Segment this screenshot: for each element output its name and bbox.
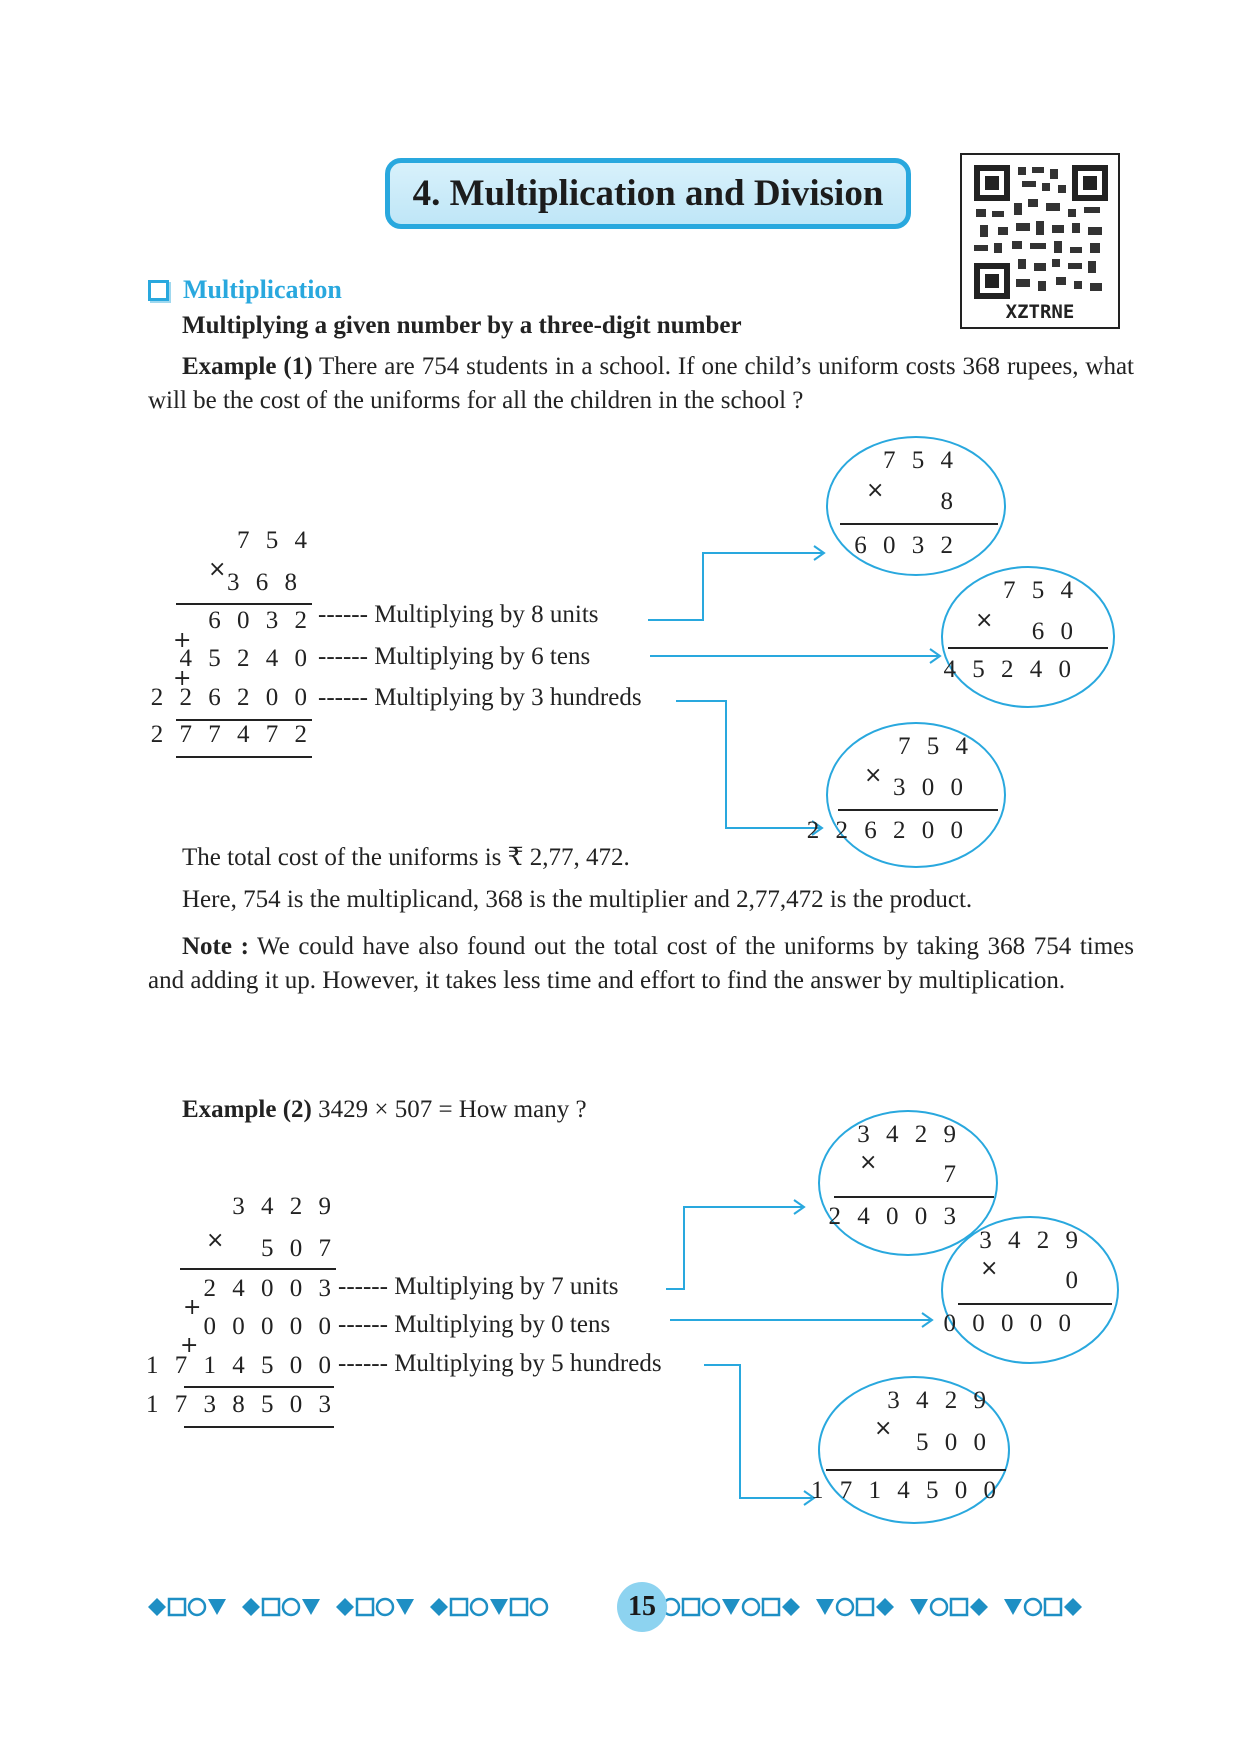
ex1-bubble1-result: 6 0 3 2 xyxy=(854,532,958,559)
ex2-bubble3-line xyxy=(826,1469,1006,1471)
ex1-partial-2: 4 5 2 4 0 xyxy=(179,645,312,672)
ex1-bubble1-line xyxy=(840,523,998,525)
ex2-multiplier: 5 0 7 xyxy=(261,1235,336,1262)
ex1-label-hundreds: ------ Multiplying by 3 hundreds xyxy=(318,684,642,711)
ex1-bubble2-line xyxy=(948,647,1108,649)
ex2-label-hundreds: ------ Multiplying by 5 hundreds xyxy=(338,1350,662,1377)
example2-text: 3429 × 507 = How many ? xyxy=(311,1096,587,1123)
ex1-bubble1-sign: × xyxy=(866,478,885,503)
example1-text: There are 754 students in a school. If one child’s uniform costs 368 rupees, what will be the cost of the uniforms for all the children in the school ? xyxy=(148,353,1134,414)
note-text: We could have also found out the total cost of the uniforms by taking 368 754 times and adding it up. However, it takes less time and effort to find the answer by multiplication. xyxy=(148,933,1134,994)
ex2-product: 1 7 3 8 5 0 3 xyxy=(146,1391,336,1418)
ex2-bubble3-mult: 5 0 0 xyxy=(916,1429,991,1456)
example2-label: Example (2) xyxy=(182,1096,312,1123)
ex2-bubble1-sign: × xyxy=(859,1150,878,1175)
ex1-bubble3-mult: 3 0 0 xyxy=(893,774,968,801)
ex1-bubble3-line xyxy=(838,809,998,811)
note-paragraph xyxy=(148,930,1134,998)
ex2-bubble1-result: 2 4 0 0 3 xyxy=(828,1203,961,1230)
ex2-bubble3-top: 3 4 2 9 xyxy=(887,1387,991,1414)
ex2-bubble3-sign: × xyxy=(874,1416,893,1441)
ex2-line-2 xyxy=(184,1386,334,1388)
ex1-label-units: ------ Multiplying by 8 units xyxy=(318,601,599,628)
ex2-line-3 xyxy=(184,1426,334,1428)
ex1-plus-1: + xyxy=(173,628,192,653)
ex1-bubble3-top: 7 5 4 xyxy=(898,733,973,760)
ex1-partial-1: 6 0 3 2 xyxy=(208,607,312,634)
example1-label: Example (1) xyxy=(182,353,313,380)
ex1-multiply-sign: × xyxy=(208,557,227,582)
subheading: Multiplying a given number by a three-digit number xyxy=(182,312,742,339)
ex2-partial-2: 0 0 0 0 0 xyxy=(203,1313,336,1340)
ex1-bubble3-sign: × xyxy=(864,763,883,788)
ex1-bubble2-top: 7 5 4 xyxy=(1003,577,1078,604)
total-cost-line: The total cost of the uniforms is ₹ 2,77, 472. xyxy=(182,844,630,871)
ex1-bubble2-result: 4 5 2 4 0 xyxy=(943,656,1076,683)
ex2-multiply-sign: × xyxy=(206,1228,225,1253)
ex1-plus-2: + xyxy=(173,666,192,691)
ex1-bubble1-mult: 8 xyxy=(940,488,958,515)
ex2-partial-3: 1 7 1 4 5 0 0 xyxy=(146,1352,336,1379)
chapter-title: 4. Multiplication and Division xyxy=(385,158,911,229)
ex2-bubble1-line xyxy=(834,1196,994,1198)
ex2-multiplicand: 3 4 2 9 xyxy=(232,1193,336,1220)
ex1-bubble3-result: 2 2 6 2 0 0 xyxy=(806,817,968,844)
ex2-partial-1: 2 4 0 0 3 xyxy=(203,1275,336,1302)
explanation-line: Here, 754 is the multiplicand, 368 is the multiplier and 2,77,472 is the product. xyxy=(182,886,973,913)
ex1-bubble2-sign: × xyxy=(975,608,994,633)
note-label: Note : xyxy=(182,933,249,960)
ex2-label-units: ------ Multiplying by 7 units xyxy=(338,1273,619,1300)
ex1-label-tens: ------ Multiplying by 6 tens xyxy=(318,643,591,670)
ex2-bubble2-mult: 0 xyxy=(1065,1267,1083,1294)
page-number: 15 xyxy=(617,1582,667,1632)
ex2-bubble3-result: 1 7 1 4 5 0 0 xyxy=(811,1477,1001,1504)
ex2-label-tens: ------ Multiplying by 0 tens xyxy=(338,1311,611,1338)
ex2-bubble2-line xyxy=(958,1303,1112,1305)
qr-caption: XZTRNE xyxy=(1005,301,1075,323)
ex2-bubble1-top: 3 4 2 9 xyxy=(857,1121,961,1148)
section-heading-text: Multiplication xyxy=(183,275,342,304)
ex2-plus-1: + xyxy=(183,1295,202,1320)
ex1-multiplier: 3 6 8 xyxy=(227,569,302,596)
ex2-bubble2-sign: × xyxy=(980,1256,999,1281)
ex2-plus-2: + xyxy=(180,1333,199,1358)
ex1-partial-3: 2 2 6 2 0 0 xyxy=(150,684,312,711)
ex2-bubble2-top: 3 4 2 9 xyxy=(979,1227,1083,1254)
ex2-bubble2-result: 0 0 0 0 0 xyxy=(943,1310,1076,1337)
ex1-bubble2-mult: 6 0 xyxy=(1031,618,1078,645)
example2-heading xyxy=(182,1096,587,1124)
ex1-product: 2 7 7 4 7 2 xyxy=(150,721,312,748)
ex2-line-1 xyxy=(180,1268,336,1270)
ex1-bubble1-top: 7 5 4 xyxy=(883,447,958,474)
ex1-multiplicand: 7 5 4 xyxy=(237,527,312,554)
ex2-bubble1-mult: 7 xyxy=(943,1161,961,1188)
